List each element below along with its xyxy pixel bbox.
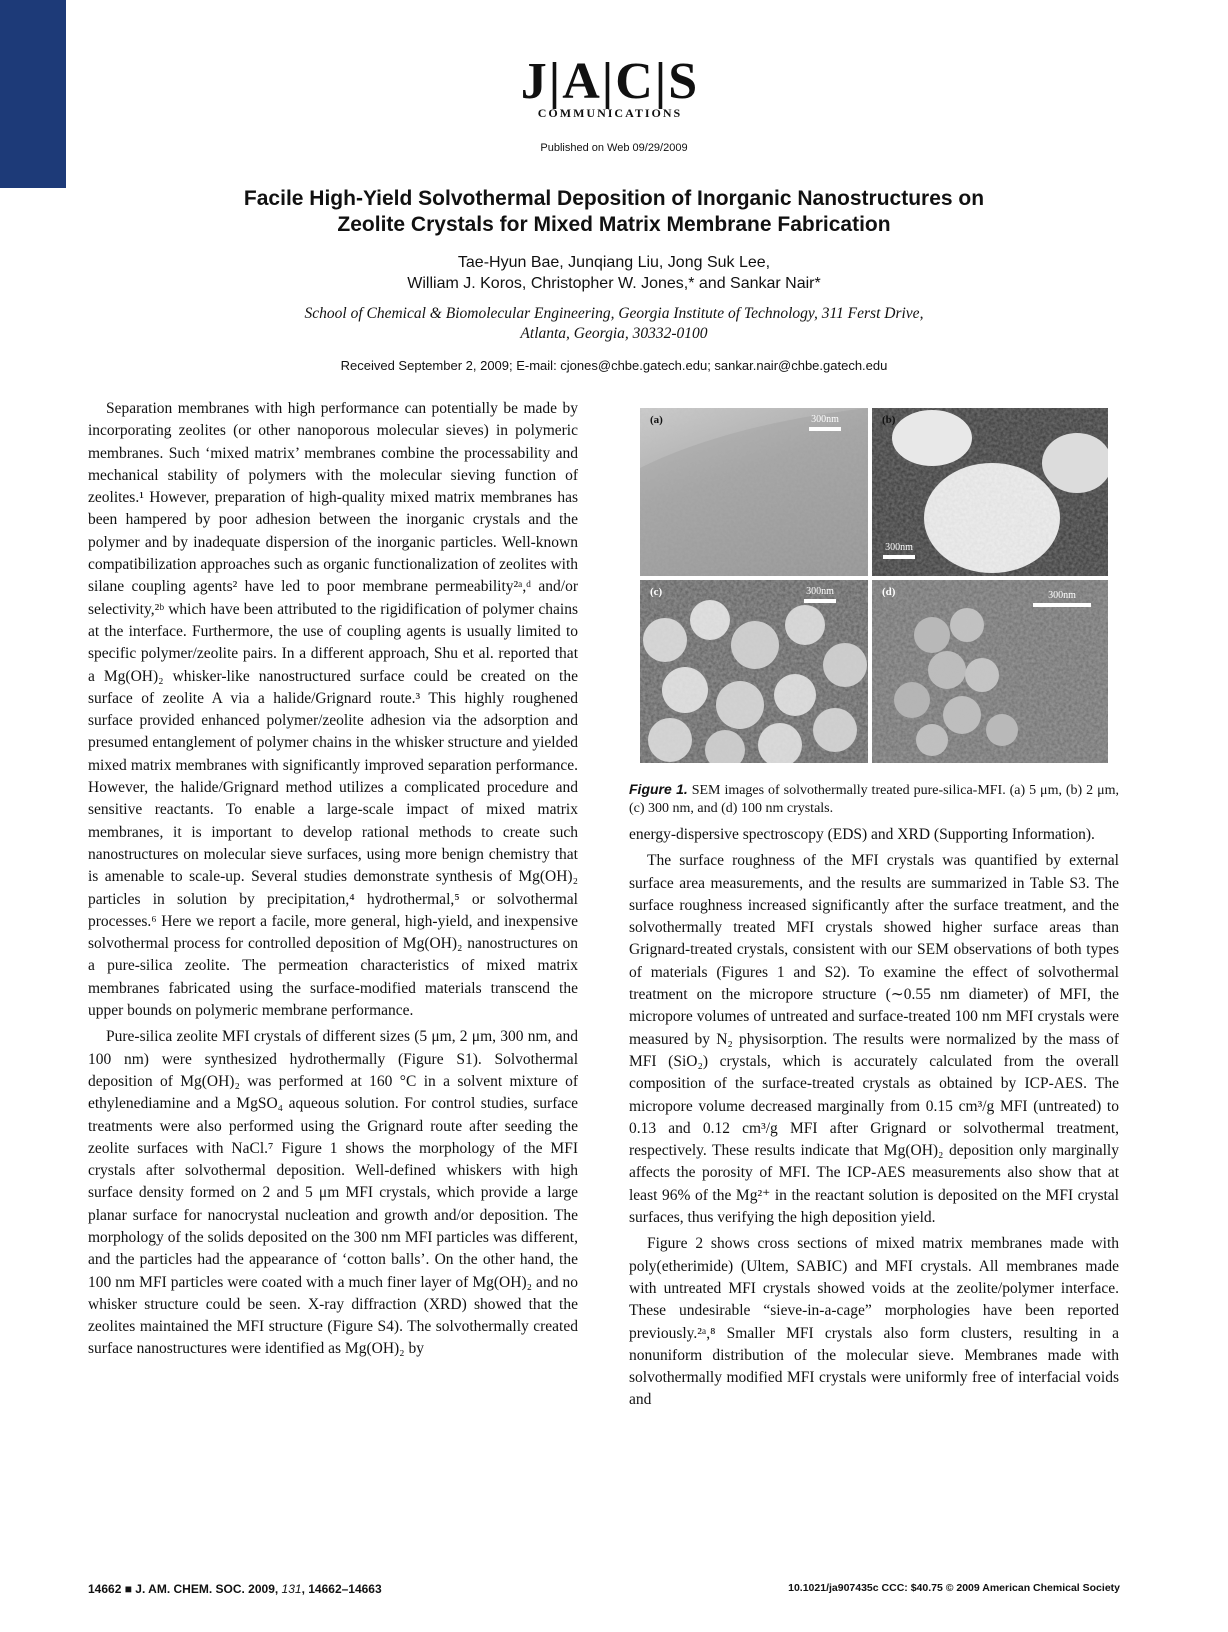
affiliation-line-1: School of Chemical & Biomolecular Engineering, Georgia Institute of Technology, 311 Ferst Drive,: [304, 305, 924, 322]
panel-label-b: (b): [882, 414, 896, 426]
paragraph-synthesis: Pure-silica zeolite MFI crystals of different sizes (5 μm, 2 μm, 300 nm, and 100 nm) were synthesized hydrothermally (Figure S1). Solvothermal deposition of Mg(OH)₂ was performed at 160 °C in a solvent mixture of ethylenediamine and a MgSO₄ aqueous solution. For control studies, surface treatments were also performed using the Grignard route after seeding the zeolite surfaces with NaCl.⁷ Figure 1 shows the morphology of the MFI crystals after solvothermal deposition. Well-defined whiskers with high surface density formed on 2 and 5 μm MFI crystals, which provide a large planar surface for nanocrystal nucleation and growth and/or deposition. The morphology of the solids deposited on the 300 nm MFI particles was different, and the particles had the appearance of ‘cotton balls’. On the other hand, the 100 nm MFI particles were coated with a much finer layer of Mg(OH)₂ and no whisker structure could be seen. X-ray diffraction (XRD) showed that the zeolites maintained the MFI structure (Figure S4). The solvothermally created surface nanostructures were identified as Mg(OH)₂ by: [88, 1028, 578, 1358]
footer-pages: , 14662–14663: [301, 1582, 382, 1596]
paragraph-surface-roughness: The surface roughness of the MFI crystals was quantified by external surface area measurements, and the results are summarized in Table S3. The surface roughness increased significantly after the surface treatment, and the solvothermally treated MFI crystals showed higher surface areas than Grignard-treated crystals, consistent with our SEM observations of both types of materials (Figures 1 and S2). To examine the effect of solvothermal treatment on the micropore structure (∼0.55 nm diameter) of MFI, the micropore volumes of untreated and surface-treated 100 nm MFI crystals were measured by N₂ physisorption. The results were normalized by the mass of MFI (SiO₂) crystals, which is accurately calculated from the overall composition of the surface-treated crystals as obtained by ICP-AES. The micropore volume decreased marginally from 0.15 cm³/g MFI (untreated) to 0.13 and 0.12 cm³/g MFI after Grignard or solvothermal treatment, respectively. These results indicate that Mg(OH)₂ deposition only marginally affects the porosity of MFI. The ICP-AES measurements also show that at least 96% of the Mg²⁺ in the reactant solution is deposited on the MFI crystal surfaces, thus verifying the high deposition yield.: [629, 852, 1119, 1227]
panel-label-c: (c): [650, 586, 663, 598]
footer-journal: 14662 ■ J. AM. CHEM. SOC. 2009,: [88, 1582, 282, 1596]
title-line-2: Zeolite Crystals for Mixed Matrix Membrane Fabrication: [337, 213, 891, 236]
paragraph-intro: Separation membranes with high performance can potentially be made by incorporating zeolites (or other nanoporous molecular sieves) in polymeric membranes. Such ‘mixed matrix’ membranes combine the processability and mechanical stability of polymers with the molecular sieving function of zeolites.¹ However, preparation of high-quality mixed matrix membranes has been hampered by poor adhesion between the inorganic crystals and the polymer and by inadequate dispersion of the inorganic particles. Well-known compatibilization approaches such as organic functionalization of zeolites with silane coupling agents² have led to poor membrane permeability²ᵃ,ᵈ and/or selectivity,²ᵇ which have been attributed to the rigidification of polymer chains at the interface. Furthermore, the use of coupling agents is usually limited to specific polymer/zeolite pairs. In a different approach, Shu et al. reported that a Mg(OH)₂ whisker-like nanostructured surface could be created on the surface of zeolite A via a halide/Grignard route.³ This highly roughened surface provided enhanced polymer/zeolite adhesion via the adsorption and presumed entanglement of polymer chains in the whisker structure and yielded mixed matrix membranes with significantly improved separation performance. However, the halide/Grignard method utilizes a complicated procedure and sensitive reactants. To enable a large-scale impact of mixed matrix membranes, it is important to develop rational methods to create such nanostructures on molecular sieve surfaces, using more benign chemistry that is amenable to scale-up. Several studies demonstrate synthesis of Mg(OH)₂ particles in solution by precipitation,⁴ hydrothermal,⁵ or solvothermal processes.⁶ Here we report a facile, more general, high-yield, and inexpensive solvothermal process for controlled deposition of Mg(OH)₂ nanostructures on a pure-silica zeolite. The permeation characteristics of mixed matrix membranes fabricated using the surface-modified materials transcend the upper bounds on polymeric membrane performance.: [88, 400, 578, 1020]
sem-panel-c: [640, 580, 868, 763]
published-date: Published on Web 09/29/2009: [540, 142, 688, 154]
scale-bar-b-label: 300nm: [885, 542, 913, 553]
article-title: [120, 186, 1108, 238]
sem-panel-d: [872, 580, 1108, 763]
affiliation-line-2: Atlanta, Georgia, 30332-0100: [520, 325, 708, 342]
scale-bar-d-label: 300nm: [1048, 590, 1076, 601]
panel-label-d: (d): [882, 586, 896, 598]
footer-volume: 131: [281, 1582, 302, 1596]
sem-panel-a: [640, 408, 868, 576]
affiliation: [120, 304, 1108, 344]
jacs-logo: [490, 53, 730, 121]
author-list: [120, 252, 1108, 294]
caption-text: SEM images of solvothermally treated pure-silica-MFI. (a) 5 μm, (b) 2 μm, (c) 300 nm, and (d) 100 nm crystals.: [629, 783, 1119, 816]
scale-bar-c-label: 300nm: [806, 586, 834, 597]
sem-panel-b: [872, 408, 1108, 576]
paragraph-eds-continued: energy-dispersive spectroscopy (EDS) and XRD (Supporting Information).: [629, 826, 1095, 843]
scale-bar-b: [874, 542, 924, 559]
footer-doi-copyright: 10.1021/ja907435c CCC: $40.75 © 2009 American Chemical Society: [788, 1582, 1120, 1594]
title-line-1: Facile High-Yield Solvothermal Deposition of Inorganic Nanostructures on: [243, 187, 985, 210]
scale-bar-c: [795, 586, 845, 603]
figure-1-caption: [629, 780, 1119, 818]
left-column: [88, 398, 578, 1365]
footer-citation: [88, 1582, 382, 1596]
authors-line-2: William J. Koros, Christopher W. Jones,* and Sankar Nair*: [407, 275, 821, 292]
scale-bar-d: [1027, 590, 1097, 607]
figure-1-sem-images: [640, 408, 1108, 763]
logo-subtitle: COMMUNICATIONS: [537, 106, 683, 120]
paragraph-membranes: Figure 2 shows cross sections of mixed matrix membranes made with poly(etherimide) (Ultem, SABIC) and MFI crystals. All membranes made with untreated MFI crystals showed voids at the zeolite/polymer interface. These undesirable “sieve-in-a-cage” morphologies have been reported previously.²ᵃ,⁸ Smaller MFI crystals also form clusters, resulting in a nonuniform distribution of the molecular sieve. Membranes made with solvothermally modified MFI crystals were uniformly free of interfacial voids and: [629, 1235, 1119, 1409]
scale-bar-a: [800, 414, 850, 431]
journal-color-bar: [0, 0, 66, 188]
caption-label: Figure 1.: [629, 781, 688, 797]
scale-bar-a-label: 300nm: [811, 414, 839, 425]
logo-text: J|A|C|S: [520, 53, 700, 110]
right-column: [629, 824, 1119, 1416]
received-and-email: Received September 2, 2009; E-mail: cjones@chbe.gatech.edu; sankar.nair@chbe.gatech.edu: [340, 358, 888, 373]
authors-line-1: Tae-Hyun Bae, Junqiang Liu, Jong Suk Lee,: [457, 254, 771, 271]
panel-label-a: (a): [650, 414, 663, 426]
